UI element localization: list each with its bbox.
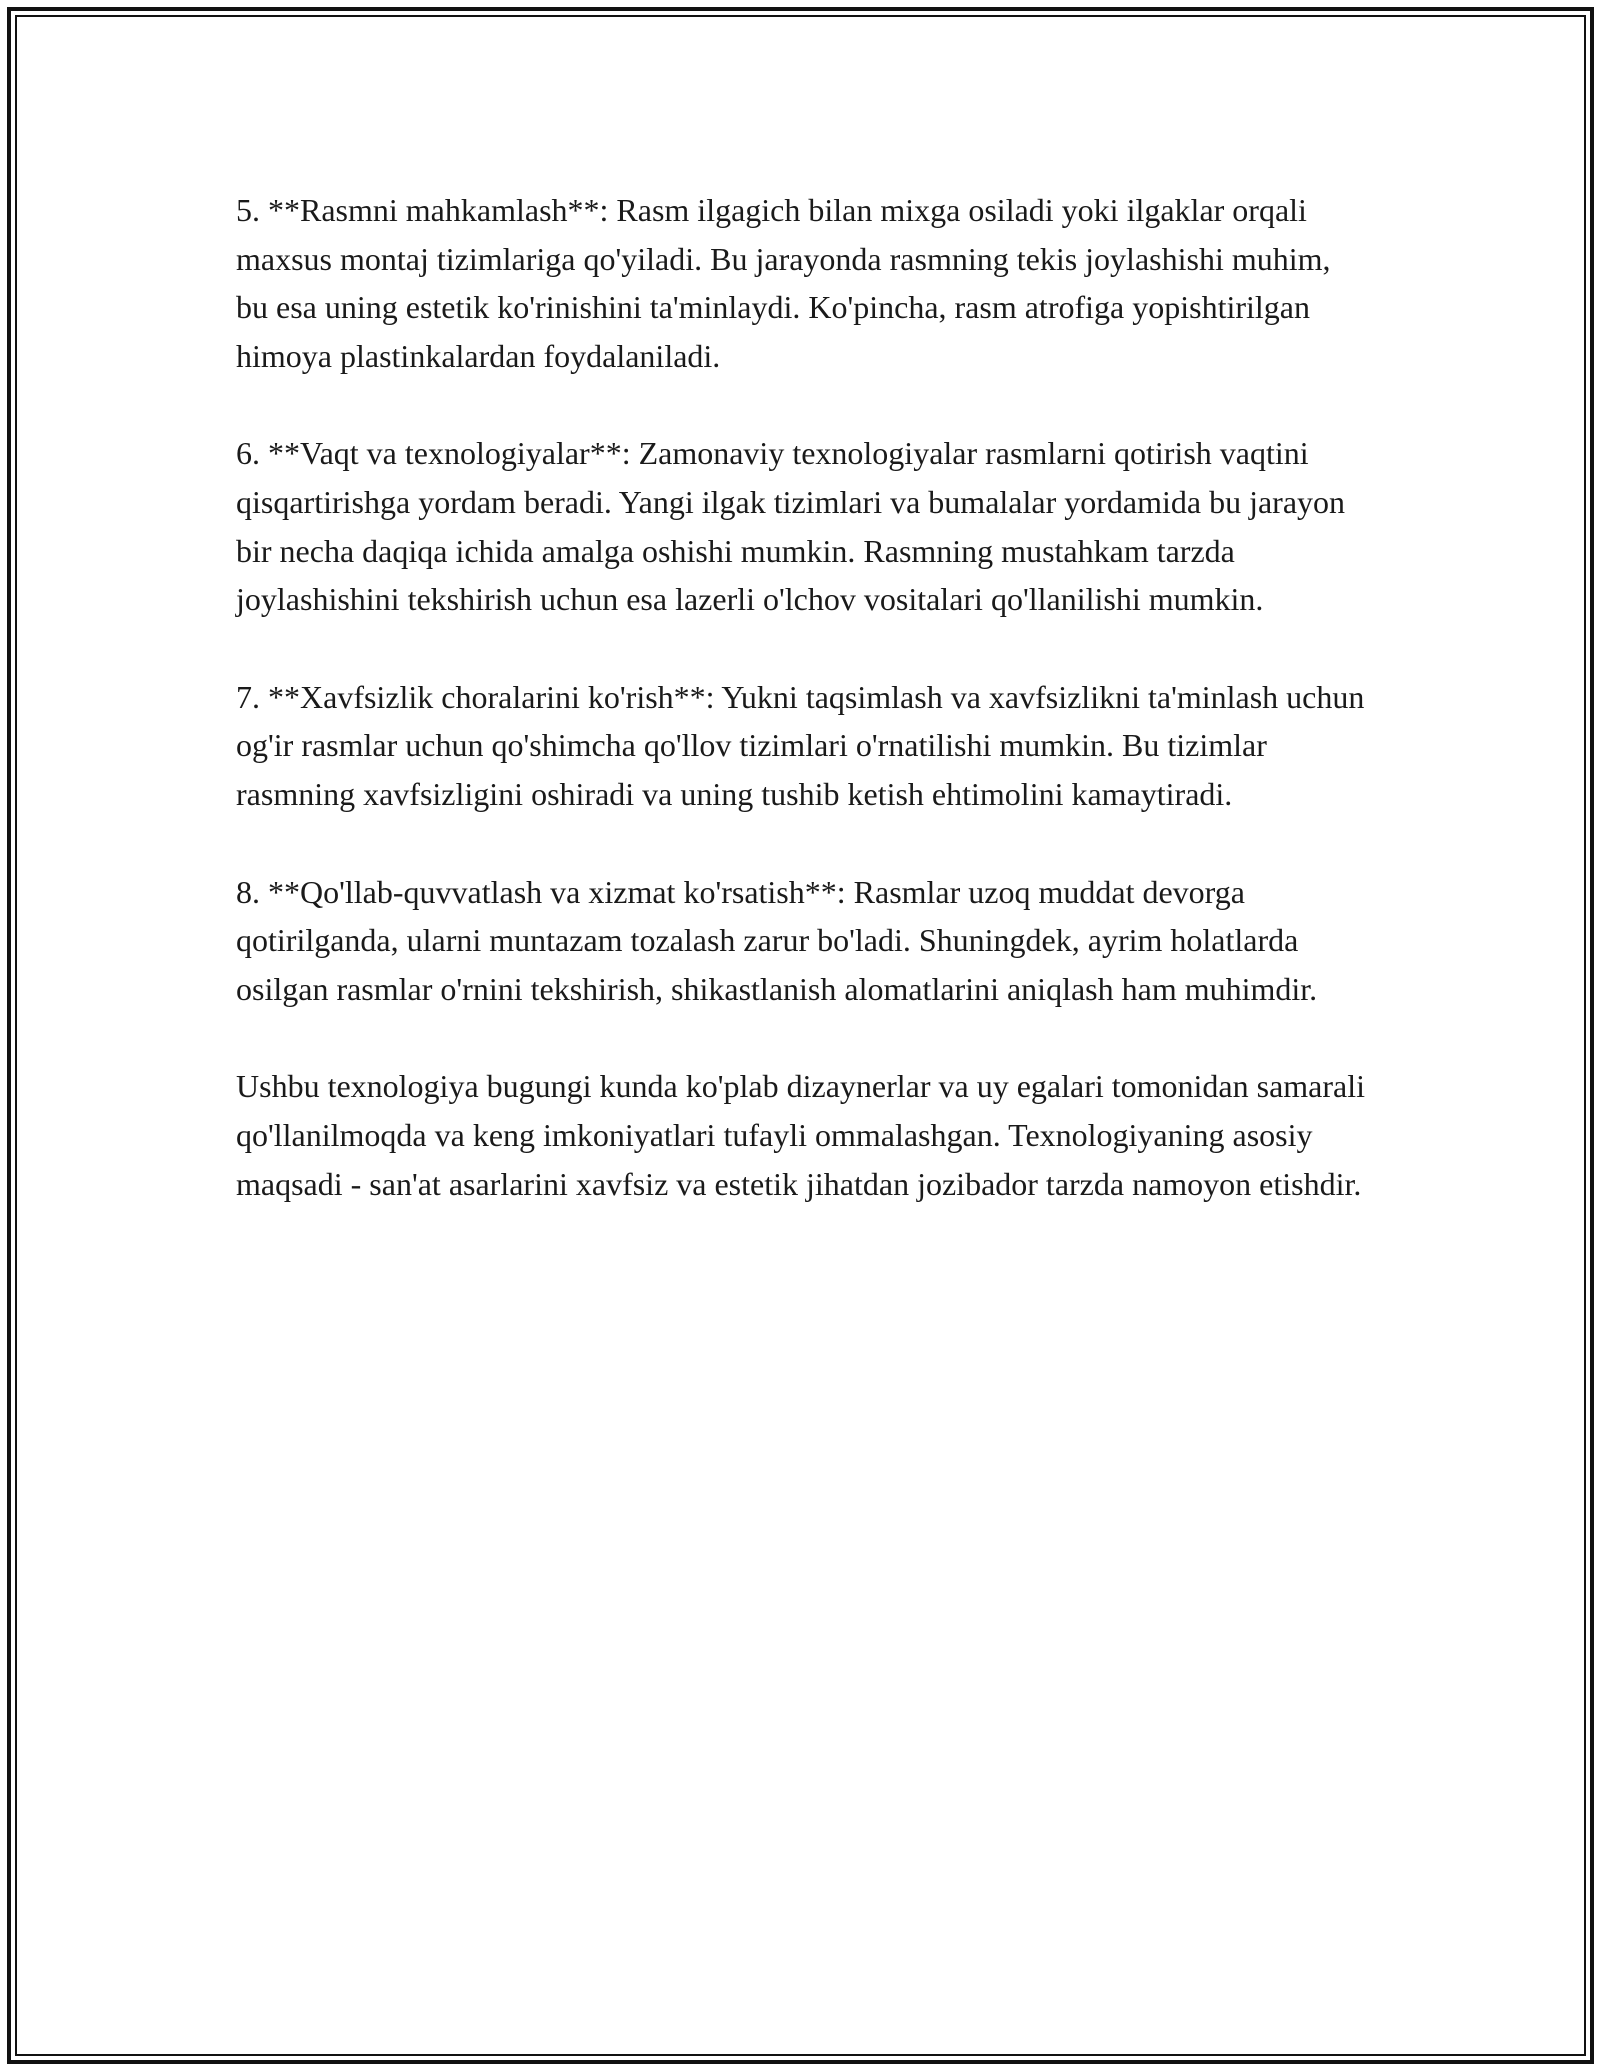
paragraph-conclusion: Ushbu texnologiya bugungi kunda ko'plab dizaynerlar va uy egalari tomonidan samarali qo'llanilmoqda va keng imkoniyatlari tufayli ommalashgan. Texnologiyaning asosiy maqsadi - san'at asarlarini xavfsiz va estetik jihatdan jozibador tarzda namoyon etishdir. [236,1068,1366,1202]
paragraph-step-6: 6. **Vaqt va texnologiyalar**: Zamonaviy texnologiyalar rasmlarni qotirish vaqtini qisqartirishga yordam beradi. Yangi ilgak tizimlari va bumalalar yordamida bu jarayon bir necha daqiqa ichida amalga oshishi mumkin. Rasmning mustahkam tarzda joylashishini tekshirish uchun esa lazerli o'lchov vositalari qo'llanilishi mumkin. [236,435,1346,618]
paragraph-step-5: 5. **Rasmni mahkamlash**: Rasm ilgagich bilan mixga osiladi yoki ilgaklar orqali maxsus montaj tizimlariga qo'yiladi. Bu jarayonda rasmning tekis joylashishi muhim, bu esa uning estetik ko'rinishini ta'minlaydi. Ko'pincha, rasm atrofiga yopishtirilgan himoya plastinkalardan foydalaniladi. [236,192,1331,374]
paragraph-step-8: 8. **Qo'llab-quvvatlash va xizmat ko'rsatish**: Rasmlar uzoq muddat devorga qotirilganda, ularni muntazam tozalash zarur bo'ladi. Shuningdek, ayrim holatlarda osilgan rasmlar o'rnini tekshirish, shikastlanish alomatlarini aniqlash ham muhimdir. [236,873,1318,1007]
paragraph-step-7: 7. **Xavfsizlik choralarini ko'rish**: Yukni taqsimlash va xavfsizlikni ta'minlash uchun og'ir rasmlar uchun qo'shimcha qo'llov tizimlari o'rnatilishi mumkin. Bu tizimlar rasmning xavfsizligini oshiradi va uning tushib ketish ehtimolini kamaytiradi. [236,678,1365,812]
document-body [236,186,1366,1257]
